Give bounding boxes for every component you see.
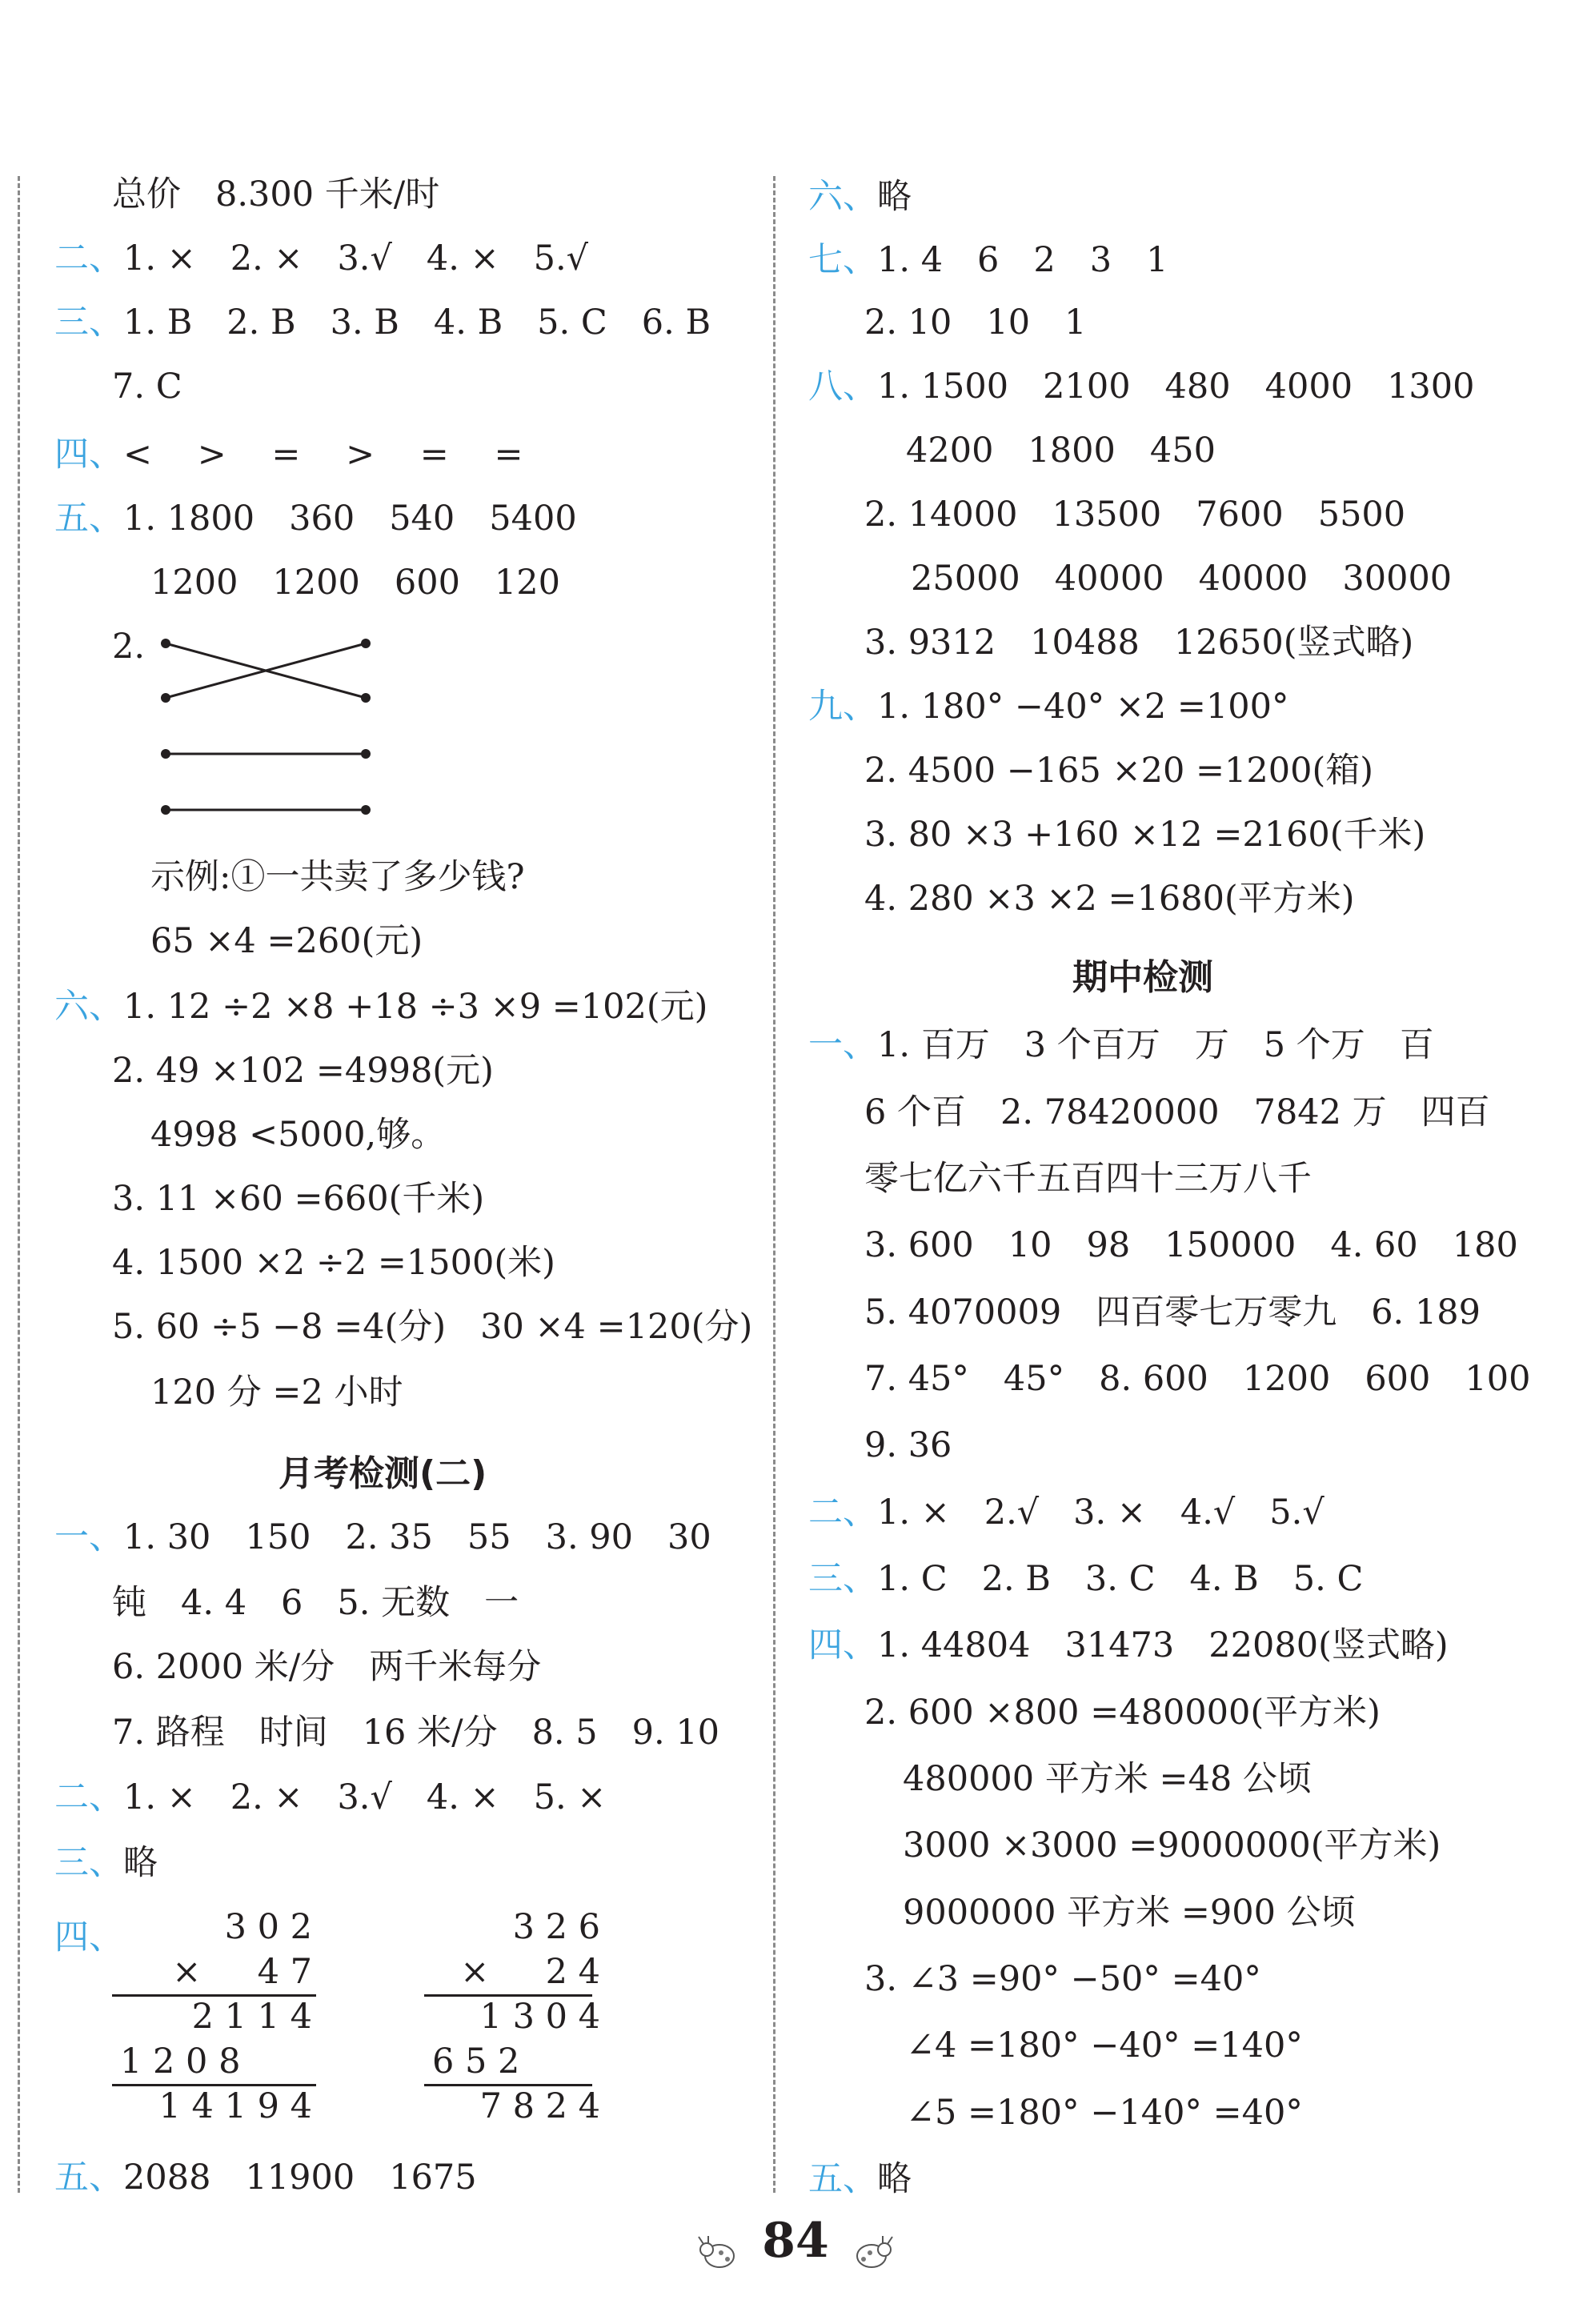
partial-product: 2 1 1 4 — [191, 1997, 312, 2037]
answer-line: 120 分 =2 小时 — [150, 1372, 403, 1412]
vertical-multiplication — [424, 1905, 608, 2137]
partial-product: 1 2 0 8 — [120, 2042, 241, 2082]
vertical-multiplication — [112, 1905, 320, 2137]
match-dot — [161, 805, 170, 815]
answer-text: 略 — [877, 2159, 912, 2199]
answer-line — [54, 236, 588, 281]
answer-line: 2. — [112, 627, 146, 667]
section-number: 三、 — [54, 1843, 123, 1883]
section-number: 二、 — [54, 238, 123, 278]
answer-line — [54, 1515, 711, 1560]
match-dot — [361, 639, 371, 648]
multiplier: × 2 4 — [460, 1952, 600, 1992]
answer-line: 4. 1500 ×2 ÷2 =1500(米) — [112, 1243, 555, 1283]
answer-line: 示例:①一共卖了多少钱? — [150, 857, 525, 897]
answer-text: 1. × 2.√ 3. × 4.√ 5.√ — [877, 1493, 1324, 1533]
answer-line — [808, 238, 1168, 282]
section-number: 三、 — [54, 303, 123, 343]
answer-text: 1. 4 6 2 3 1 — [877, 240, 1168, 280]
section-number: 九、 — [808, 687, 877, 727]
answer-line: 65 ×4 =260(元) — [150, 921, 423, 961]
answer-line — [808, 1557, 1363, 1601]
multiplicand: 3 0 2 — [224, 1907, 312, 1947]
match-dot — [161, 693, 170, 703]
answer-line: 2. 49 ×102 =4998(元) — [112, 1051, 494, 1091]
section-number: 四、 — [54, 1917, 123, 1957]
answer-text: 1. B 2. B 3. B 4. B 5. C 6. B — [123, 303, 711, 343]
answer-text: 1. 1800 360 540 5400 — [123, 499, 577, 539]
answer-line: 4. 280 ×3 ×2 =1680(平方米) — [864, 879, 1355, 919]
answer-line: 3. 80 ×3 +160 ×12 =2160(千米) — [864, 815, 1426, 855]
answer-text: 1. 44804 31473 22080(竖式略) — [877, 1625, 1449, 1665]
section-number: 八、 — [808, 367, 877, 407]
answer-line: 25000 40000 40000 30000 — [911, 559, 1453, 599]
multiplier: × 4 7 — [172, 1952, 312, 1992]
section-number: 二、 — [54, 1777, 123, 1817]
section-number: 四、 — [808, 1625, 877, 1665]
answer-text: 1. 1500 2100 480 4000 1300 — [877, 367, 1475, 407]
match-dot — [161, 749, 170, 759]
answer-line — [808, 1490, 1324, 1535]
section-number: 一、 — [808, 1025, 877, 1065]
answer-line — [808, 684, 1289, 729]
answer-text: 1. × 2. × 3.√ 4. × 5. × — [123, 1777, 607, 1817]
answer-line: 7. 路程 时间 16 米/分 8. 5 9. 10 — [112, 1713, 720, 1753]
section-number: 五、 — [54, 2158, 123, 2198]
answer-line — [808, 2157, 912, 2202]
section-number: 一、 — [54, 1517, 123, 1557]
answer-text: 2088 11900 1675 — [123, 2158, 477, 2198]
partial-product: 6 5 2 — [432, 2042, 520, 2082]
answer-line — [54, 1841, 158, 1885]
answer-line: 6. 2000 米/分 两千米每分 — [112, 1647, 542, 1687]
answer-text: < > = > = = — [123, 435, 523, 475]
answer-line: ∠4 =180° −40° =140° — [906, 2025, 1303, 2066]
answer-text: 略 — [877, 177, 912, 217]
answer-line — [808, 364, 1475, 409]
answer-line — [808, 1023, 1434, 1068]
answer-line: 总价 8.300 千米/时 — [112, 174, 440, 214]
answer-line: 7. 45° 45° 8. 600 1200 600 100 — [864, 1359, 1531, 1399]
answer-line: 7. C — [112, 367, 182, 407]
answer-line: 零七亿六千五百四十三万八千 — [864, 1159, 1312, 1199]
column-divider — [773, 176, 775, 2193]
answer-line — [54, 496, 577, 541]
answer-line: 2. 10 10 1 — [864, 303, 1087, 343]
section-number: 四、 — [54, 435, 123, 475]
answer-line: 6 个百 2. 78420000 7842 万 四百 — [864, 1092, 1490, 1132]
multiplicand: 3 2 6 — [512, 1907, 600, 1947]
answer-text: 略 — [123, 1843, 158, 1883]
answer-line — [54, 984, 707, 1029]
answer-line: 480000 平方米 =48 公顷 — [903, 1759, 1312, 1799]
product: 7 8 2 4 — [479, 2086, 600, 2126]
answer-line — [54, 432, 523, 477]
section-number: 五、 — [54, 499, 123, 539]
section-number: 六、 — [54, 987, 123, 1027]
section-number: 二、 — [808, 1493, 877, 1533]
answer-line: 4200 1800 450 — [906, 431, 1216, 471]
answer-line: 9000000 平方米 =900 公顷 — [903, 1893, 1356, 1933]
answer-line: 5. 4070009 四百零七万零九 6. 189 — [864, 1292, 1481, 1332]
match-dot — [361, 805, 371, 815]
answer-line: 2. 4500 −165 ×20 =1200(箱) — [864, 751, 1373, 791]
answer-line: 4998 <5000,够。 — [150, 1115, 446, 1155]
answer-text: 1. × 2. × 3.√ 4. × 5.√ — [123, 238, 589, 278]
answer-line: ∠5 =180° −140° =40° — [906, 2093, 1303, 2133]
bug-ornament-icon — [849, 2234, 897, 2274]
answer-line — [808, 174, 912, 219]
match-dot — [361, 693, 371, 703]
answer-line: 1200 1200 600 120 — [150, 563, 561, 603]
page-footer — [0, 2213, 1591, 2274]
bug-ornament-icon — [694, 2234, 742, 2274]
page-number: 84 — [762, 2213, 829, 2269]
section-number: 七、 — [808, 240, 877, 280]
match-dot — [161, 639, 170, 648]
section-title: 期中检测 — [1072, 957, 1213, 998]
left-margin-rule — [18, 176, 20, 2193]
answer-line: 9. 36 — [864, 1425, 952, 1465]
matching-lines-diagram — [156, 632, 380, 824]
product: 1 4 1 9 4 — [158, 2086, 312, 2126]
match-dot — [361, 749, 371, 759]
answer-line — [54, 2155, 477, 2200]
section-number: 五、 — [808, 2159, 877, 2199]
answer-line: 3000 ×3000 =9000000(平方米) — [903, 1825, 1441, 1865]
section-number: 三、 — [808, 1559, 877, 1599]
answer-line: 3. ∠3 =90° −50° =40° — [864, 1959, 1261, 1999]
section-number: 六、 — [808, 177, 877, 217]
answer-text: 1. 180° −40° ×2 =100° — [877, 687, 1289, 727]
answer-text: 1. 30 150 2. 35 55 3. 90 30 — [123, 1517, 711, 1557]
answer-line — [54, 300, 711, 345]
answer-line: 3. 9312 10488 12650(竖式略) — [864, 623, 1414, 663]
answer-text: 1. 百万 3 个百万 万 5 个万 百 — [877, 1025, 1434, 1065]
answer-line: 2. 14000 13500 7600 5500 — [864, 495, 1406, 535]
answer-line — [54, 1775, 606, 1820]
partial-product: 1 3 0 4 — [479, 1997, 600, 2037]
answer-text: 1. C 2. B 3. C 4. B 5. C — [877, 1559, 1364, 1599]
answer-line: 钝 4. 4 6 5. 无数 一 — [112, 1583, 519, 1623]
section-title: 月考检测(二) — [279, 1453, 487, 1494]
answer-line: 5. 60 ÷5 −8 =4(分) 30 ×4 =120(分) — [112, 1307, 753, 1347]
answer-line — [808, 1623, 1449, 1668]
answer-line: 3. 600 10 98 150000 4. 60 180 — [864, 1225, 1518, 1265]
answer-text: 1. 12 ÷2 ×8 +18 ÷3 ×9 =102(元) — [123, 987, 708, 1027]
answer-line: 2. 600 ×800 =480000(平方米) — [864, 1693, 1381, 1733]
answer-line: 3. 11 ×60 =660(千米) — [112, 1179, 485, 1219]
